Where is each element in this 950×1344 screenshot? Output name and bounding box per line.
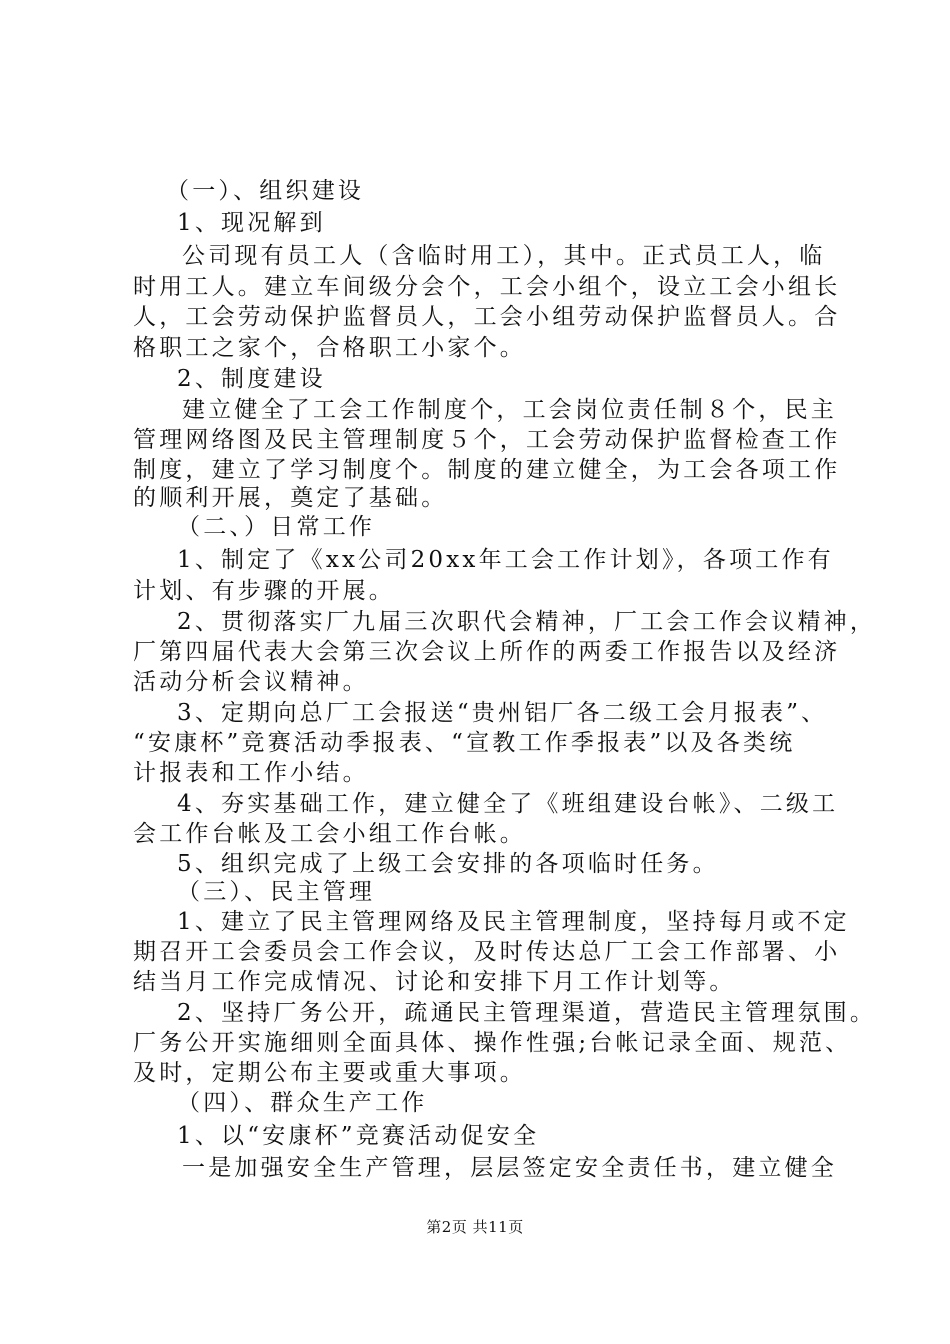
paragraph-line: 4、夯实基础工作，建立健全了《班组建设台帐》、二级工	[177, 791, 839, 817]
paragraph-line: 1、制定了《xx公司20xx年工会工作计划》，各项工作有	[177, 547, 834, 573]
subsection-heading: 1、现况解到	[177, 210, 326, 236]
paragraph-line: 管理网络图及民主管理制度５个，工会劳动保护监督检查工作	[133, 427, 841, 453]
paragraph-line: 建立健全了工会工作制度个，工会岗位责任制８个，民主	[182, 397, 837, 423]
section-heading: （三）、民主管理	[177, 879, 376, 905]
paragraph-line: “安康杯”竞赛活动季报表、“宣教工作季报表”以及各类统	[133, 730, 796, 756]
paragraph-line: 计报表和工作小结。	[133, 760, 369, 786]
section-heading: （二、）日常工作	[177, 514, 376, 540]
page-footer: 第2页 共11页	[426, 1218, 524, 1236]
paragraph-line: 活动分析会议精神。	[133, 669, 369, 695]
subsection-heading: 1、以“安康杯”竞赛活动促安全	[177, 1123, 540, 1149]
paragraph-line: 的顺利开展，奠定了基础。	[133, 485, 448, 511]
subsection-heading: 2、制度建设	[177, 366, 326, 392]
paragraph-line: 格职工之家个，合格职工小家个。	[133, 335, 526, 361]
paragraph-line: 2、坚持厂务公开，疏通民主管理渠道，营造民主管理氛围。	[177, 1000, 877, 1026]
section-heading: （四）、群众生产工作	[177, 1090, 428, 1116]
paragraph-line: 人，工会劳动保护监督员人，工会小组劳动保护监督员人。合	[133, 304, 841, 330]
paragraph-line: 5、组织完成了上级工会安排的各项临时任务。	[177, 851, 719, 877]
paragraph-line: 结当月工作完成情况、讨论和安排下月工作计划等。	[133, 969, 736, 995]
paragraph-line: 3、定期向总厂工会报送“贵州铝厂各二级工会月报表”、	[177, 700, 828, 726]
paragraph-line: 计划、有步骤的开展。	[133, 578, 395, 604]
paragraph-line: 期召开工会委员会工作会议，及时传达总厂工会工作部署、小	[133, 939, 841, 965]
paragraph-line: 一是加强安全生产管理，层层签定安全责任书，建立健全	[182, 1155, 837, 1181]
paragraph-line: 公司现有员工人（含临时用工），其中。正式员工人，临	[182, 243, 826, 269]
paragraph-line: 会工作台帐及工会小组工作台帐。	[133, 821, 526, 847]
paragraph-line: 制度，建立了学习制度个。制度的建立健全，为工会各项工作	[133, 457, 841, 483]
paragraph-line: 厂务公开实施细则全面具体、操作性强;台帐记录全面、规范、	[133, 1030, 852, 1056]
section-heading: （一）、组织建设	[166, 178, 365, 204]
paragraph-line: 厂第四届代表大会第三次会议上所作的两委工作报告以及经济	[133, 639, 841, 665]
paragraph-line: 1、建立了民主管理网络及民主管理制度，坚持每月或不定	[177, 909, 850, 935]
paragraph-line: 2、贯彻落实厂九届三次职代会精神，厂工会工作会议精神，	[177, 609, 877, 635]
paragraph-line: 时用工人。建立车间级分会个，工会小组个，设立工会小组长	[133, 274, 841, 300]
paragraph-line: 及时，定期公布主要或重大事项。	[133, 1060, 526, 1086]
